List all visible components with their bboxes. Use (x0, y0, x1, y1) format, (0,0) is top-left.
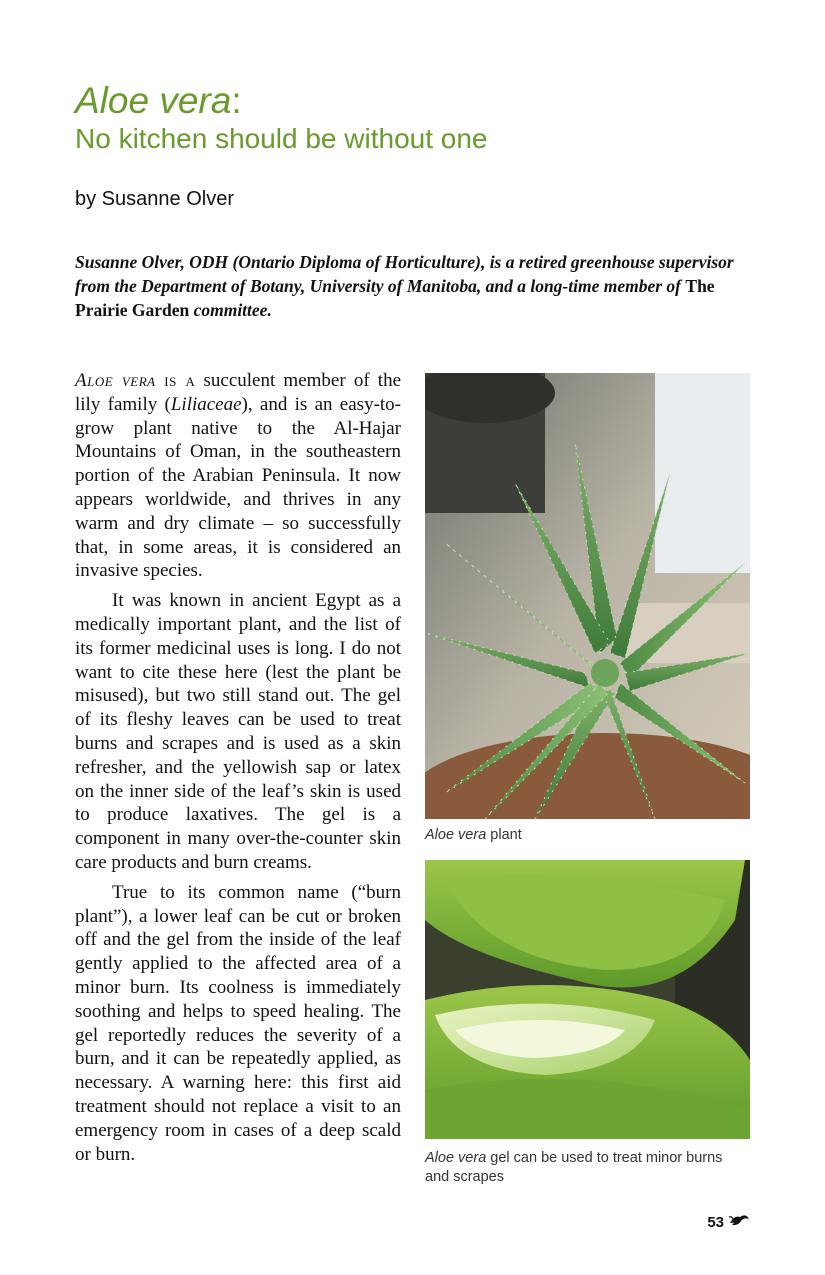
paragraph-2: It was known in ancient Egypt as a medically important plant, and the list of its former medicinal uses is long. I do not want to cite these here (lest the plant be misused), but two still stand out. The gel of its fleshy leaves can be used to treat burns and scrapes and is used as a skin refresher, and the yellowish sap or latex on the inner side of the leaf’s skin is used to produce laxatives. The gel is a component in many over-the-counter skin care products and burn creams. (75, 590, 401, 873)
article-title (75, 78, 242, 124)
title-colon: : (231, 80, 242, 121)
paragraph-1-a-rest: succulent member of the lily family ( (75, 370, 402, 415)
author-bio (75, 250, 745, 322)
fleuron-icon (728, 1213, 750, 1231)
caption-species: Aloe vera (425, 1150, 487, 1166)
caption-text: plant (486, 827, 522, 843)
bio-text-1: Susanne Olver, ODH (Ontario Diploma of Horticulture), is a retired greenhouse supervisor from the Department of Botany, University of Manitoba, and a long-time member of (75, 252, 734, 296)
page-footer (707, 1213, 750, 1231)
aloe-gel-photo (425, 860, 750, 1139)
family-name: Liliaceae (170, 393, 242, 415)
plant-photo-caption (425, 826, 750, 845)
lead-in: Aloe vera (75, 370, 156, 391)
caption-species: Aloe vera (425, 827, 487, 843)
bio-publication: The Prairie Garden (75, 276, 715, 320)
paragraph-3: True to its common name (“burn plant”), a lower leaf can be cut or broken off and the gel from the inside of the leaf gently applied to the affected area of a minor burn. Its coolness is immediately soothing and helps to speed healing. The gel reportedly reduces the severity of a burn, and it can be repeatedly applied, as necessary. A warning here: this first aid treatment should not replace a visit to an emergency room in cases of a deep scald or burn. (75, 881, 401, 1165)
paragraph-1-b: ), and is an easy-to-grow plant native to the Al-Hajar Mountains of Oman, in the southeastern portion of the Arabian Peninsula. It now appears worldwide, and thrives in any warm and dry climate – so successfully that, in some areas, it is considered an invasive species. (75, 393, 402, 582)
aloe-plant-photo (425, 373, 750, 819)
paragraph-1-a: is a (155, 370, 196, 391)
gel-photo-caption (425, 1149, 750, 1187)
paragraph-1 (75, 369, 401, 583)
caption-text: gel can be used to treat minor burns and scrapes (425, 1150, 723, 1185)
byline: by Susanne Olver (75, 188, 234, 210)
page-number: 53 (707, 1213, 724, 1231)
body-text-column (75, 369, 401, 1166)
bio-text-2: committee. (189, 300, 272, 320)
article-subtitle: No kitchen should be without one (75, 123, 488, 154)
title-species: Aloe vera (75, 80, 232, 121)
